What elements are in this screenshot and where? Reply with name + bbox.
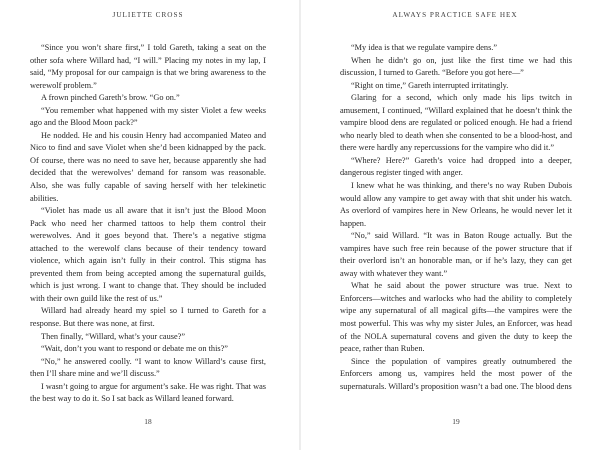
paragraph: Glaring for a second, which only made his lips twitch in amusement, I continued, “Willard explained that he doesn’t think the vampire blood dens are regulated or policed enough. He had a friend who nearly bled to death when she consented to be a blood-host, and there were hardly any repercussions for the vampire who did it.” [340,93,572,153]
running-head-author: JULIETTE CROSS [112,11,184,19]
paragraph: “Right on time,” Gareth interrupted irritatingly. [351,80,509,90]
paragraph: “Violet has made us all aware that it isn’t just the Blood Moon Pack who need her charmed tattoos to help them control their werewolves. And it goes beyond that. There’s a negative stigma attached to the werewolf clans because of their tendency toward violence, which again isn’t fully in their control. This stigma has prevented them from being accepted among the supernatural guilds, which is just wrong. I want to change that. They should be included with their own guild like the rest of us.” [30,206,266,303]
paragraph: Willard had already heard my spiel so I turned to Gareth for a response. But there was none, at first. [30,306,266,329]
paragraph: Since the population of vampires greatly outnumbered the Enforcers among us, vampires held the most power of the supernaturals. Willard’s proposition wasn’t a bad one. The blood dens [340,356,572,391]
paragraph: “My idea is that we regulate vampire dens.” [351,43,498,52]
right-page [300,0,600,450]
paragraph: What he said about the power structure was true. Next to Enforcers—witches and warlocks who had the ability to completely wipe any supernatural of all magical gifts—the vampires were the most powerful. This was why my sister Jules, an Enforcer, was head of the NOLA supernatural covens and given the duty to keep the peace, rather than Ruben. [340,281,572,354]
paragraph: “You remember what happened with my sister Violet a few weeks ago and the Blood Moon pack?” [30,105,266,128]
paragraph: He nodded. He and his cousin Henry had accompanied Mateo and Nico to find and save Violet when she’d been kidnapped by the pack. Of course, there was no need to save her, because apparently she had decided that the werewolves’ demand for ransom was reasonable. Also, she was fully capable of saving herself with her telekinetic abilities. [30,130,266,203]
paragraph: I wasn’t going to argue for argument’s sake. He was right. That was the best way to do it. So I sat back as Willard leaned forward. [30,381,266,404]
paragraph: “Since you won’t share first,” I told Gareth, taking a seat on the other sofa where Willard had, “I will.” Placing my notes in my lap, I said, “My proposal for our campaign is that we bring awareness to the werewolf problem.” [30,43,266,90]
left-page-body [30,42,266,406]
paragraph: “Wait, don’t you want to respond or debate me on this?” [41,344,228,354]
paragraph: Then finally, “Willard, what’s your cause?” [41,331,186,341]
page-number-right: 19 [452,417,460,426]
paragraph: When he didn’t go on, just like the first time we had this discussion, I turned to Gareth. “Before you got here—” [340,55,572,78]
paragraph: “No,” said Willard. “It was in Baton Rouge actually. But the vampires have such free rein because of the power structure that if their overlord isn’t an honorable man, or if he’s lazy, they can get away with whatever they want.” [340,231,572,278]
paragraph: A frown pinched Gareth’s brow. “Go on.” [41,93,180,103]
running-head-title: ALWAYS PRACTICE SAFE HEX [392,11,518,19]
page-number-left: 18 [144,417,152,426]
right-page-body [340,42,572,393]
paragraph: “No,” he answered coolly. “I want to know Willard’s cause first, then I’ll share mine and we’ll discuss.” [30,356,266,379]
paragraph: “Where? Here?” Gareth’s voice had dropped into a deeper, dangerous register tinged with anger. [340,155,572,178]
paragraph: I knew what he was thinking, and there’s no way Ruben Dubois would allow any vampire to get away with that shit under his watch. As overlord of vampires here in New Orleans, he would never let it happen. [340,181,572,228]
